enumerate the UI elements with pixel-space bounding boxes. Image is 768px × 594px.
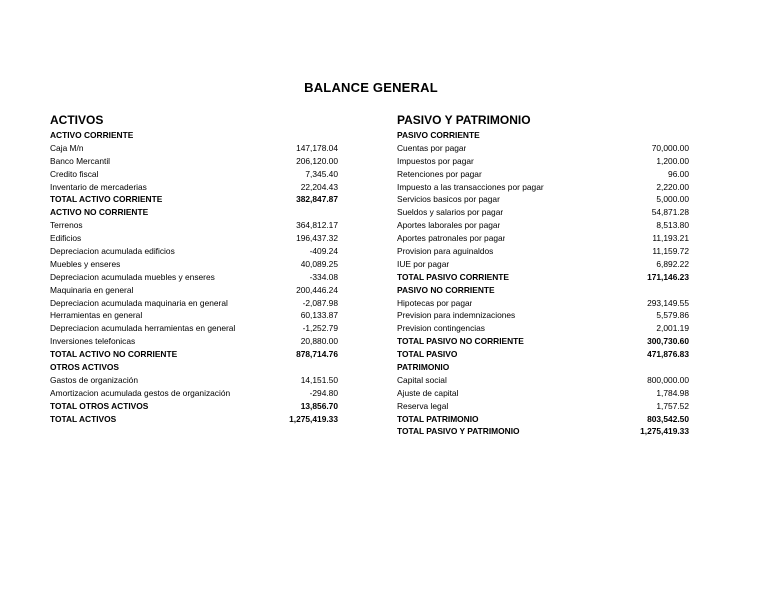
pasivo-patrimonio-column — [397, 112, 689, 438]
activos-row-label: Gastos de organización — [50, 374, 138, 385]
activos-row-value: 22,204.43 — [300, 181, 338, 192]
pasivo-row-value: 803,542.50 — [647, 413, 689, 424]
activos-row — [50, 271, 338, 284]
activos-row — [50, 374, 338, 387]
activos-row-value: 60,133.87 — [300, 310, 338, 321]
activos-row — [50, 413, 338, 426]
activos-row-value: -409.24 — [309, 246, 338, 257]
activos-row — [50, 400, 338, 413]
pasivo-row-value: 293,149.55 — [647, 297, 689, 308]
pasivo-row-label: Impuesto a las transacciones por pagar — [397, 181, 544, 192]
activos-row-label: OTROS ACTIVOS — [50, 362, 120, 373]
activos-row-value: 14,151.50 — [300, 374, 338, 385]
pasivo-row — [397, 206, 689, 219]
activos-row-value: 878,714.76 — [296, 349, 338, 360]
pasivo-row-label: Sueldos y salarios por pagar — [397, 207, 504, 218]
activos-row-label: TOTAL ACTIVO NO CORRIENTE — [50, 349, 178, 360]
pasivo-row-value: 6,892.22 — [656, 258, 689, 269]
pasivo-row-label: TOTAL PASIVO — [397, 349, 458, 360]
activos-row-value: 382,847.87 — [296, 194, 338, 205]
pasivo-row — [397, 297, 689, 310]
activos-column — [50, 112, 338, 425]
activos-row-value: 1,275,419.33 — [289, 413, 338, 424]
activos-row — [50, 284, 338, 297]
pasivo-row-label: Prevision para indemnizaciones — [397, 310, 516, 321]
activos-row-value: -334.08 — [309, 271, 338, 282]
pasivo-row-label: TOTAL PASIVO NO CORRIENTE — [397, 336, 524, 347]
activos-row-label: Caja M/n — [50, 142, 84, 153]
activos-row-value: 13,856.70 — [300, 400, 338, 411]
activos-row — [50, 335, 338, 348]
activos-row — [50, 142, 338, 155]
activos-row-value: 20,880.00 — [300, 336, 338, 347]
activos-row — [50, 258, 338, 271]
activos-rows — [50, 129, 338, 425]
activos-row-label: Maquinaria en general — [50, 284, 134, 295]
pasivo-row — [397, 309, 689, 322]
activos-row-value: 40,089.25 — [300, 258, 338, 269]
activos-row-value: 206,120.00 — [296, 155, 338, 166]
activos-row — [50, 232, 338, 245]
pasivo-row-label: Hipotecas por pagar — [397, 297, 473, 308]
pasivo-row — [397, 193, 689, 206]
pasivo-row-value: 300,730.60 — [647, 336, 689, 347]
activos-row-label: TOTAL ACTIVO CORRIENTE — [50, 194, 163, 205]
activos-row — [50, 129, 338, 142]
activos-row-label: Banco Mercantil — [50, 155, 111, 166]
activos-row-value: -1,252.79 — [302, 323, 338, 334]
activos-row-label: Edificios — [50, 233, 82, 244]
activos-row-value: 7,345.40 — [305, 168, 338, 179]
pasivo-row-label: Cuentas por pagar — [397, 142, 467, 153]
activos-row-label: TOTAL ACTIVOS — [50, 413, 117, 424]
pasivo-row — [397, 322, 689, 335]
activos-row — [50, 219, 338, 232]
activos-row-label: Depreciacion acumulada maquinaria en general — [50, 297, 228, 308]
activos-row — [50, 206, 338, 219]
pasivo-row-label: Provision para aguinaldos — [397, 246, 494, 257]
pasivo-patrimonio-rows — [397, 129, 689, 438]
pasivo-row-value: 1,757.52 — [656, 400, 689, 411]
activos-row-label: Muebles y enseres — [50, 258, 121, 269]
activos-heading: ACTIVOS — [50, 113, 104, 127]
pasivo-row-label: PASIVO CORRIENTE — [397, 130, 480, 140]
activos-row-label: TOTAL OTROS ACTIVOS — [50, 400, 149, 411]
pasivo-row — [397, 181, 689, 194]
activos-row-value: 196,437.32 — [296, 233, 338, 244]
activos-row-value: 147,178.04 — [296, 142, 338, 153]
pasivo-row — [397, 155, 689, 168]
pasivo-row-value: 1,275,419.33 — [640, 426, 689, 437]
activos-row — [50, 193, 338, 206]
pasivo-row — [397, 425, 689, 438]
pasivo-row-value: 54,871.28 — [651, 207, 689, 218]
pasivo-row-label: Ajuste de capital — [397, 387, 459, 398]
pasivo-row — [397, 168, 689, 181]
pasivo-row-value: 2,001.19 — [656, 323, 689, 334]
activos-row-label: Inversiones telefonicas — [50, 336, 136, 347]
pasivo-row — [397, 284, 689, 297]
activos-row — [50, 181, 338, 194]
activos-row-value: 200,446.24 — [296, 284, 338, 295]
activos-row — [50, 245, 338, 258]
activos-row — [50, 361, 338, 374]
pasivo-row — [397, 400, 689, 413]
pasivo-row-value: 171,146.23 — [647, 271, 689, 282]
pasivo-row-value: 2,220.00 — [656, 181, 689, 192]
pasivo-row — [397, 219, 689, 232]
pasivo-row — [397, 142, 689, 155]
pasivo-row — [397, 348, 689, 361]
document-title: BALANCE GENERAL — [304, 80, 438, 95]
activos-row — [50, 168, 338, 181]
pasivo-row — [397, 129, 689, 142]
activos-row-label: ACTIVO CORRIENTE — [50, 130, 134, 140]
activos-row-label: Amortizacion acumulada gestos de organización — [50, 387, 231, 398]
pasivo-row — [397, 245, 689, 258]
pasivo-row — [397, 413, 689, 426]
pasivo-row-value: 471,876.83 — [647, 349, 689, 360]
pasivo-row — [397, 271, 689, 284]
pasivo-row-label: PATRIMONIO — [397, 362, 450, 373]
activos-row-label: Terrenos — [50, 220, 83, 231]
pasivo-row — [397, 374, 689, 387]
pasivo-row-label: Servicios basicos por pagar — [397, 194, 500, 205]
pasivo-row-label: Impuestos por pagar — [397, 155, 474, 166]
activos-row-value: 364,812.17 — [296, 220, 338, 231]
pasivo-row — [397, 387, 689, 400]
activos-row-label: Inventario de mercaderias — [50, 181, 147, 192]
activos-row-value: -294.80 — [309, 387, 338, 398]
pasivo-row-label: TOTAL PASIVO Y PATRIMONIO — [397, 426, 520, 437]
activos-row — [50, 348, 338, 361]
pasivo-row — [397, 258, 689, 271]
activos-row-label: Herramientas en general — [50, 310, 143, 321]
pasivo-row-value: 5,579.86 — [656, 310, 689, 321]
pasivo-row-label: PASIVO NO CORRIENTE — [397, 284, 495, 295]
activos-row — [50, 387, 338, 400]
activos-row-label: Depreciacion acumulada muebles y enseres — [50, 271, 215, 282]
pasivo-row-label: TOTAL PASIVO CORRIENTE — [397, 271, 509, 282]
activos-row — [50, 309, 338, 322]
pasivo-row-value: 800,000.00 — [647, 374, 689, 385]
pasivo-row — [397, 335, 689, 348]
pasivo-row — [397, 232, 689, 245]
pasivo-row-label: Aportes patronales por pagar — [397, 233, 506, 244]
pasivo-row-value: 1,784.98 — [656, 387, 689, 398]
pasivo-row — [397, 361, 689, 374]
activos-row-label: Depreciacion acumulada edificios — [50, 246, 175, 257]
pasivo-row-value: 96.00 — [668, 168, 689, 179]
pasivo-row-label: Retenciones por pagar — [397, 168, 482, 179]
pasivo-row-label: Capital social — [397, 374, 447, 385]
pasivo-row-label: IUE por pagar — [397, 258, 450, 269]
pasivo-row-value: 1,200.00 — [656, 155, 689, 166]
activos-row — [50, 155, 338, 168]
pasivo-row-label: Prevision contingencias — [397, 323, 485, 334]
pasivo-row-label: Aportes laborales por pagar — [397, 220, 501, 231]
activos-row — [50, 297, 338, 310]
activos-row-label: ACTIVO NO CORRIENTE — [50, 207, 149, 218]
pasivo-row-value: 11,159.72 — [652, 246, 689, 257]
pasivo-row-label: Reserva legal — [397, 400, 449, 411]
activos-row — [50, 322, 338, 335]
pasivo-row-value: 70,000.00 — [651, 142, 689, 153]
activos-row-label: Credito fiscal — [50, 168, 99, 179]
pasivo-row-value: 8,513.80 — [656, 220, 689, 231]
pasivo-row-value: 11,193.21 — [652, 233, 689, 244]
pasivo-patrimonio-heading: PASIVO Y PATRIMONIO — [397, 113, 531, 127]
pasivo-row-value: 5,000.00 — [656, 194, 689, 205]
pasivo-row-label: TOTAL PATRIMONIO — [397, 413, 479, 424]
activos-row-value: -2,087.98 — [302, 297, 338, 308]
activos-row-label: Depreciacion acumulada herramientas en general — [50, 323, 236, 334]
